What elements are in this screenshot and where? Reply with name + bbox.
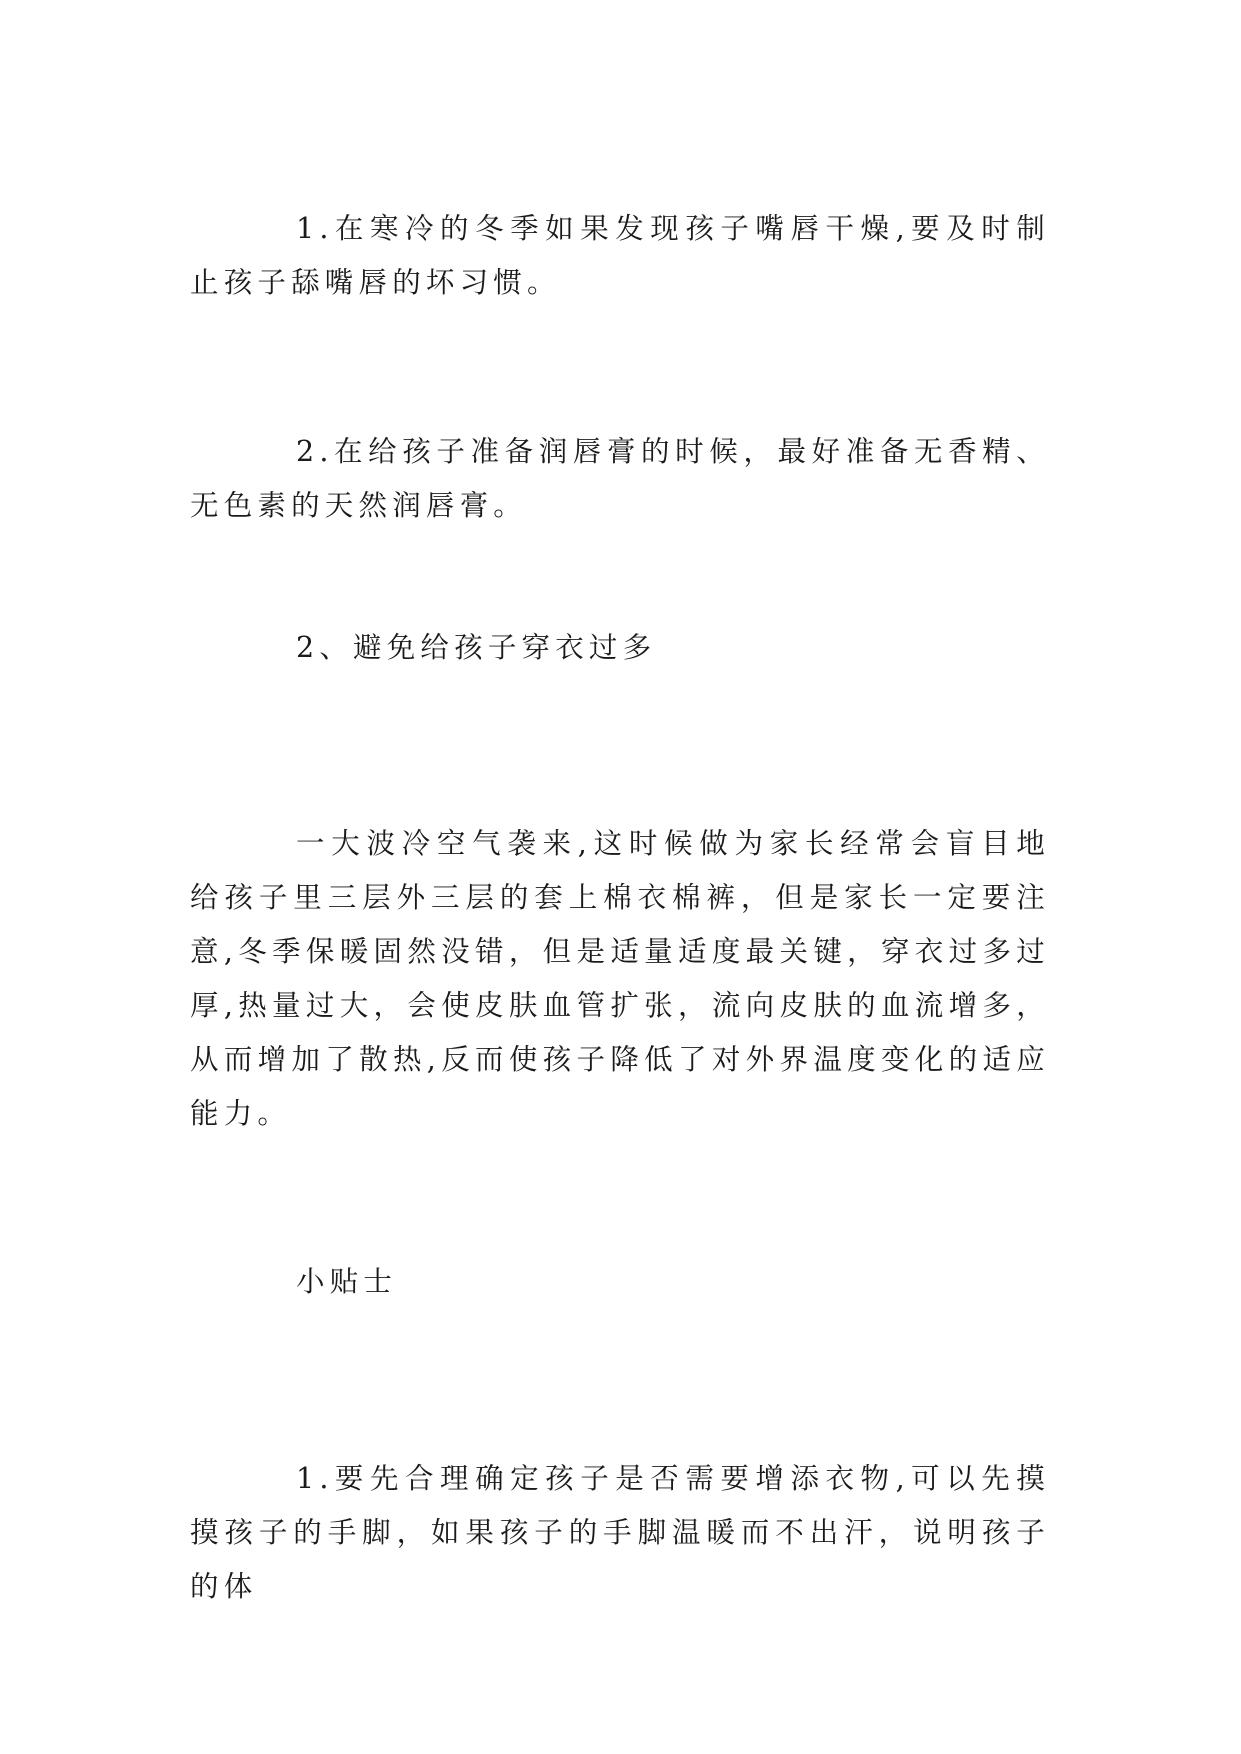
section-heading-tips: 小贴士 [296, 1265, 398, 1298]
paragraph-lip-balm: 2.在给孩子准备润唇膏的时候，最好准备无香精、无色素的天然润唇膏。 [190, 435, 1050, 522]
paragraph-check-hands: 1.要先合理确定孩子是否需要增添衣物,可以先摸摸孩子的手脚，如果孩子的手脚温暖而不出汗，说明孩子的体 [190, 1462, 1050, 1603]
paragraph-lip-dryness: 1.在寒冷的冬季如果发现孩子嘴唇干燥,要及时制止孩子舔嘴唇的坏习惯。 [190, 212, 1050, 299]
section-heading-clothing: 2、避免给孩子穿衣过多 [296, 631, 657, 664]
paragraph-cold-air: 一大波冷空气袭来,这时候做为家长经常会盲目地给孩子里三层外三层的套上棉衣棉裤，但是家长一定要注意,冬季保暖固然没错，但是适量适度最关键，穿衣过多过厚,热量过大，会使皮肤血管扩张，流向皮肤的血流增多，从而增加了散热,反而使孩子降低了对外界温度变化的适应能力。 [190, 827, 1050, 1130]
